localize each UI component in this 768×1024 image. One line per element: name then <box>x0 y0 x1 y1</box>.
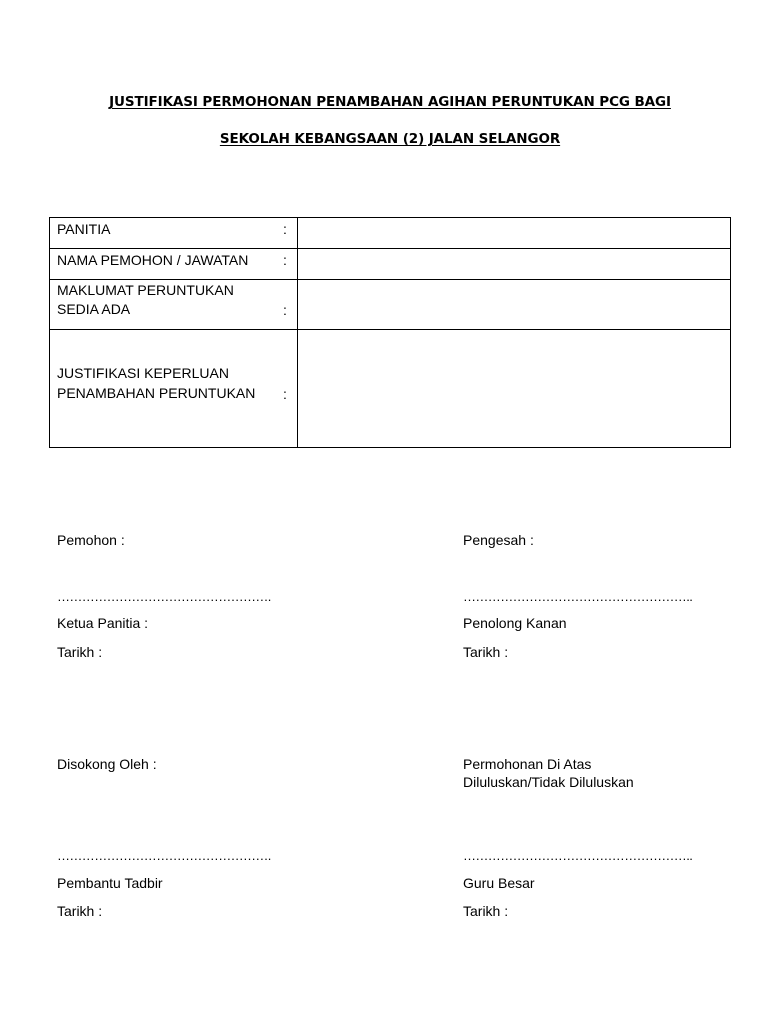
label-justifikasi-line-2: PENAMBAHAN PERUNTUKAN <box>57 385 256 401</box>
form-label-cell <box>50 280 298 330</box>
pengesah-role: Penolong Kanan <box>463 615 567 631</box>
disokong-date: Tarikh : <box>57 903 103 919</box>
label-colon: : <box>283 302 287 318</box>
document-title-line-1: JUSTIFIKASI PERMOHONAN PENAMBAHAN AGIHAN PERUNTUKAN PCG BAGI <box>109 94 671 110</box>
form-row-panitia <box>50 218 731 249</box>
kelulusan-signature-line: ……………………………………………….. <box>463 848 693 863</box>
label-maklumat-line-2: SEDIA ADA <box>57 301 131 317</box>
field-panitia[interactable] <box>298 218 731 249</box>
form-row-justifikasi <box>50 330 731 448</box>
form-row-nama-pemohon <box>50 249 731 280</box>
field-nama-pemohon[interactable] <box>298 249 731 280</box>
application-form-table <box>49 217 731 448</box>
kelulusan-role: Guru Besar <box>463 875 535 891</box>
label-colon: : <box>283 221 287 237</box>
label-colon: : <box>283 386 287 402</box>
document-title-line-2: SEKOLAH KEBANGSAAN (2) JALAN SELANGOR <box>219 131 561 147</box>
field-justifikasi[interactable] <box>298 330 731 448</box>
pengesah-signature-line: ……………………………………………….. <box>463 589 693 604</box>
pengesah-date: Tarikh : <box>463 644 509 660</box>
label-colon: : <box>283 252 287 268</box>
form-label-cell <box>50 249 298 280</box>
form-label-cell <box>50 330 298 448</box>
kelulusan-date: Tarikh : <box>463 903 509 919</box>
label-justifikasi-line-1: JUSTIFIKASI KEPERLUAN <box>57 365 229 381</box>
label-panitia: PANITIA <box>57 221 111 237</box>
pemohon-date: Tarikh : <box>57 644 103 660</box>
disokong-role: Pembantu Tadbir <box>57 875 163 891</box>
label-maklumat-line-1: MAKLUMAT PERUNTUKAN <box>57 282 234 298</box>
kelulusan-heading-line-1: Permohonan Di Atas <box>463 756 592 772</box>
pemohon-signature-line: ……………………………………………. <box>57 589 271 604</box>
form-label-cell <box>50 218 298 249</box>
pemohon-role: Ketua Panitia : <box>57 615 149 631</box>
form-row-maklumat-peruntukan <box>50 280 731 330</box>
label-nama-pemohon: NAMA PEMOHON / JAWATAN <box>57 252 249 268</box>
pemohon-heading: Pemohon : <box>57 532 125 548</box>
field-maklumat-peruntukan[interactable] <box>298 280 731 330</box>
pengesah-heading: Pengesah : <box>463 532 534 548</box>
disokong-heading: Disokong Oleh : <box>57 756 157 772</box>
kelulusan-heading-line-2: Diluluskan/Tidak Diluluskan <box>463 774 634 790</box>
disokong-signature-line: ……………………………………………. <box>57 848 271 863</box>
